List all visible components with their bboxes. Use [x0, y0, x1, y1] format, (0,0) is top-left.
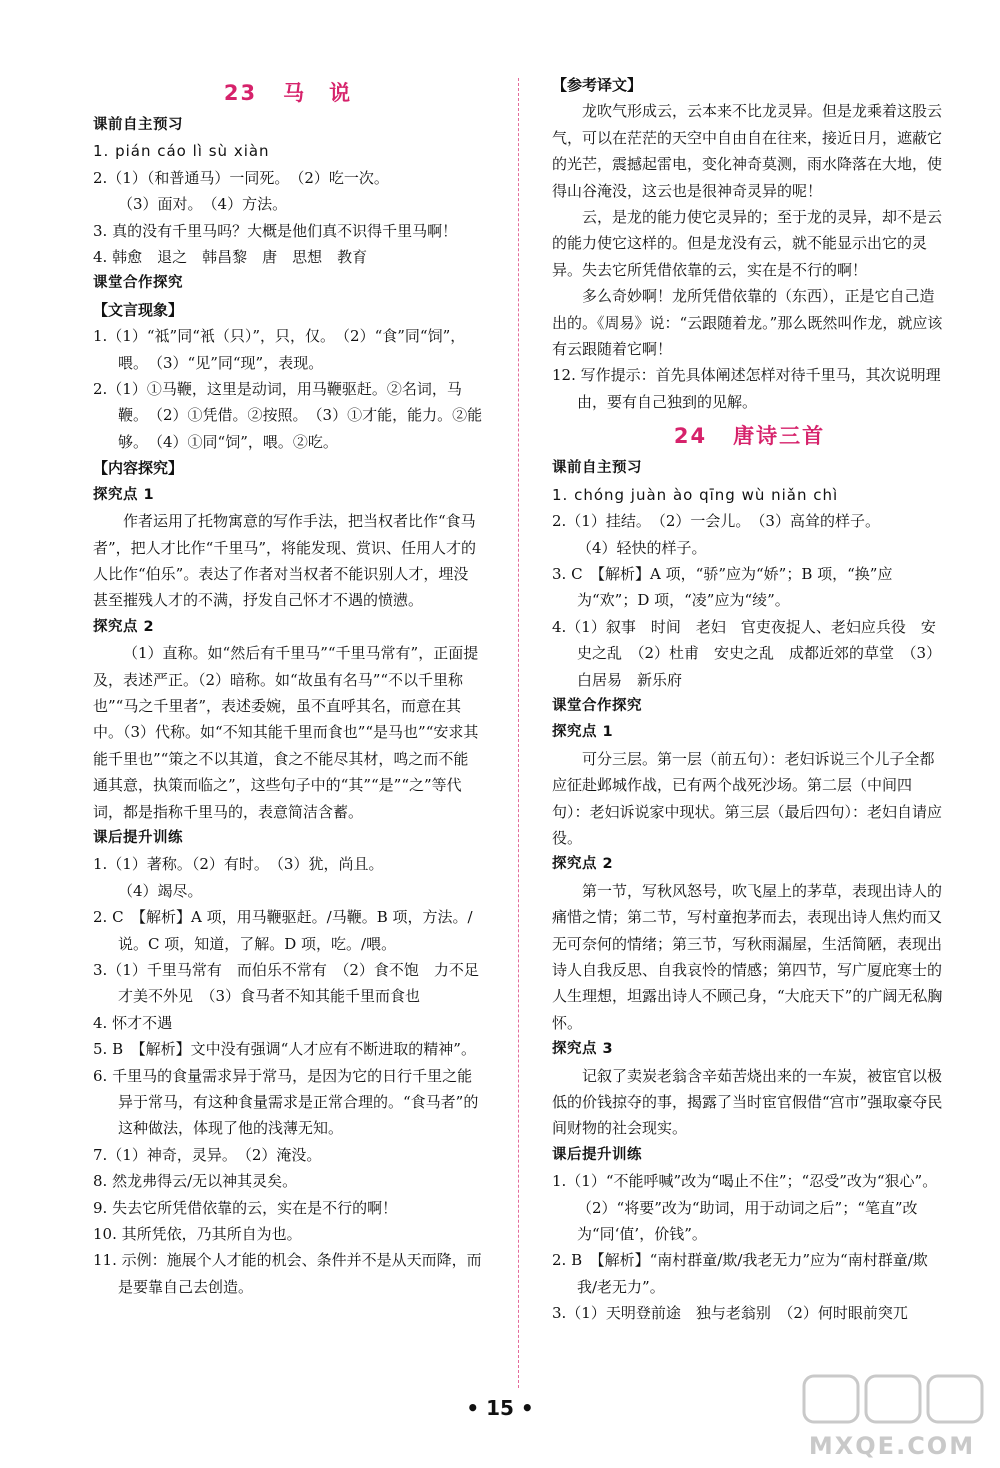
answer-item: 3.（1）千里马常有 而伯乐不常有 （2）食不饱 力不足 才美不外见 （3）食马者不知其能千里而食也	[93, 961, 494, 1006]
answer-item: 1.（1）“祗”同“衹（只）”，只，仅。 （2）“食”同“饲”，喂。 （3）“见”同“现”，表现。	[93, 327, 466, 372]
answer-paragraph: 可分三层。第一层（前五句）：老妇诉说三个儿子全都应征赴邺城作战，已有两个战死沙场。第二层（中间四句）：老妇诉说家中现状。第三层（最后四句）：老妇自请应役。	[552, 749, 943, 847]
section-heading: 课堂合作探究	[552, 697, 642, 714]
right-column	[552, 72, 947, 1327]
section-heading: 课后提升训练	[552, 1146, 642, 1163]
answer-item: 4. 怀才不遇	[93, 1013, 173, 1032]
answer-item: 5. B 【解析】文中没有强调“人才应有不断进取的精神”。	[93, 1040, 476, 1059]
answer-item: （4）竭尽。	[118, 881, 203, 900]
section-heading: 课后提升训练	[93, 829, 183, 846]
answer-item: 3. C 【解析】A 项，“骄”应为“娇”；B 项，“换”应为“欢”；D 项，“凌”应为“绫”。	[552, 564, 893, 610]
lesson-name: 马 说	[283, 80, 353, 105]
lesson-number: 24	[673, 424, 708, 449]
answer-item: 4. 韩愈 退之 韩昌黎 唐 思想 教育	[93, 248, 368, 267]
translation-paragraph: 多么奇妙啊！龙所凭借依靠的（东西），正是它自己造出的。《周易》说：“云跟随着龙。”那么既然叫作龙，就应该有云跟随着它啊！	[552, 287, 943, 359]
subsection-heading: 【参考译文】	[552, 76, 643, 94]
explore-point-heading: 探究点 1	[93, 486, 155, 503]
lesson-number: 23	[223, 81, 258, 105]
answer-item: 12. 写作提示：首先具体阐述怎样对待千里马，其次说明理由，要有自己独到的见解。	[552, 366, 941, 411]
answer-item: 3. 真的没有千里马吗？大概是他们真不识得千里马啊！	[93, 221, 458, 240]
subsection-heading: 【内容探究】	[93, 459, 184, 478]
answer-paragraph: 第一节，写秋风怒号，吹飞屋上的茅草，表现出诗人的痛惜之情；第二节，写村童抱茅而去，表现出诗人焦灼而又无可奈何的情绪；第三节，写秋雨漏屋，生活简陋，表现出诗人自我反思、自我哀怜的情感；第四节，写广厦庇寒士的人生理想，坦露出诗人不顾己身，“大庇天下”的广阔无私胸怀。	[552, 881, 943, 1032]
section-heading: 课前自主预习	[93, 117, 183, 133]
translation-paragraph: 云，是龙的能力使它灵异的；至于龙的灵异，却不是云的能力使它这样的。但是龙没有云，就不能显示出它的灵异。失去它所凭借依靠的云，实在是不行的啊！	[552, 208, 943, 279]
page-number: • 15 •	[466, 1396, 534, 1420]
answer-item: 8. 然龙弗得云/无以神其灵矣。	[93, 1172, 298, 1191]
answer-item: 9. 失去它所凭借依靠的云，实在是不行的啊！	[93, 1198, 398, 1217]
answer-paragraph: （1）直称。如“然后有千里马”“千里马常有”，正面提及，表述严正。（2）暗称。如“故虽有名马”“不以千里称也”“马之千里者”，表述委婉，虽不直呼其名，而意在其中。（3）代称。如“不知其能千里而食也”“是马也”“安求其能千里也”“策之不以其道，食之不能尽其材，鸣之而不能通其意，执策而临之”，这些句子中的“其”“是”“之”等代词，都是指称千里马的，表意简洁含蓄。	[93, 644, 479, 821]
answer-item: 2.（1）（和普通马）一同死。 （2）吃一次。	[93, 168, 389, 187]
explore-point-heading: 探究点 2	[552, 856, 614, 873]
explore-point-heading: 探究点 1	[552, 724, 614, 741]
answer-paragraph: 记叙了卖炭老翁含辛茹苦烧出来的一车炭，被宦官以极低的价钱掠夺的事，揭露了当时宦官假借“宫市”强取豪夺民间财物的社会现实。	[552, 1066, 943, 1138]
answer-item: （4）轻快的样子。	[577, 538, 707, 557]
answer-item: 2. B 【解析】“南村群童/欺/我老无力”应为“南村群童/欺我/老无力”。	[552, 1251, 928, 1296]
svg-text:MXQE.COM: MXQE.COM	[808, 1432, 976, 1460]
answer-item: 4.（1）叙事 时间 老妇 官吏夜捉人、老妇应兵役 安史之乱 （2）杜甫 安史之乱 成都近郊的草堂 （3）白居易 新乐府	[552, 617, 942, 689]
explore-point-heading: 探究点 2	[93, 618, 155, 635]
watermark-logo	[796, 1370, 992, 1462]
answer-item: （3）面对。 （4）方法。	[118, 195, 288, 214]
answer-item: 1. pián cáo lì sù xiàn	[93, 142, 270, 161]
subsection-heading: 【文言现象】	[93, 300, 184, 319]
answer-item: 10. 其所凭依，乃其所自为也。	[93, 1225, 302, 1244]
answer-item: 7.（1）神奇，灵异。 （2）淹没。	[93, 1145, 322, 1164]
lesson-name: 唐诗三首	[733, 423, 826, 449]
lesson-23-title	[93, 78, 483, 108]
answer-item: 1. chóng juàn ào qīng wù niǎn chì	[552, 485, 839, 504]
explore-point-heading: 探究点 3	[552, 1041, 614, 1058]
answer-item: 2. C 【解析】A 项，用马鞭驱赶。/马鞭。B 项，方法。/说。C 项，知道，了解。D 项，吃。/喂。	[93, 908, 473, 953]
answer-item: 1.（1）著称。（2）有时。 （3）犹，尚且。	[93, 855, 384, 874]
section-heading: 课堂合作探究	[93, 275, 183, 292]
answer-item: 2.（1）①马鞭，这里是动词，用马鞭驱赶。②名词，马鞭。 （2）①凭借。②按照。 （3）①才能，能力。②能够。 （4）①同“饲”，喂。②吃。	[93, 380, 483, 451]
column-divider	[518, 78, 519, 1388]
answer-item: 2.（1）挂结。 （2）一会儿。 （3）高耸的样子。	[552, 512, 880, 531]
answer-item: 1.（1）“不能呼喊”改为“喝止不住”；“忍受”改为“狠心”。 （2）“将要”改为“助词，用于动词之后”；“笔直”改为“同‘值’，价钱”。	[552, 1172, 945, 1244]
answer-item: 11. 示例：施展个人才能的机会、条件并不是从天而降，而是要靠自己去创造。	[93, 1251, 482, 1296]
answer-paragraph: 作者运用了托物寓意的写作手法，把当权者比作“食马者”，把人才比作“千里马”，将能发现、赏识、任用人才的人比作“伯乐”。表达了作者对当权者不能识别人才，埋没甚至摧残人才的不满，抒发自己怀才不遇的愤懑。	[93, 512, 477, 610]
lesson-24-title	[552, 421, 947, 451]
answer-item: 3.（1）天明登前途 独与老翁别 （2）何时眼前突兀	[552, 1304, 908, 1323]
translation-paragraph: 龙吹气形成云，云本来不比龙灵异。但是龙乘着这股云气，可以在茫茫的天空中自由自在往来，接近日月，遮蔽它的光芒，震撼起雷电，变化神奇莫测，雨水降落在大地，使得山谷淹没，这云也是很神奇灵异的呢！	[552, 102, 943, 200]
section-heading: 课前自主预习	[552, 460, 642, 477]
answer-item: 6. 千里马的食量需求异于常马，是因为它的日行千里之能异于常马，有这种食量需求是正常合理的。“食马者”的这种做法，体现了他的浅薄无知。	[93, 1066, 479, 1138]
left-column	[93, 72, 494, 1300]
